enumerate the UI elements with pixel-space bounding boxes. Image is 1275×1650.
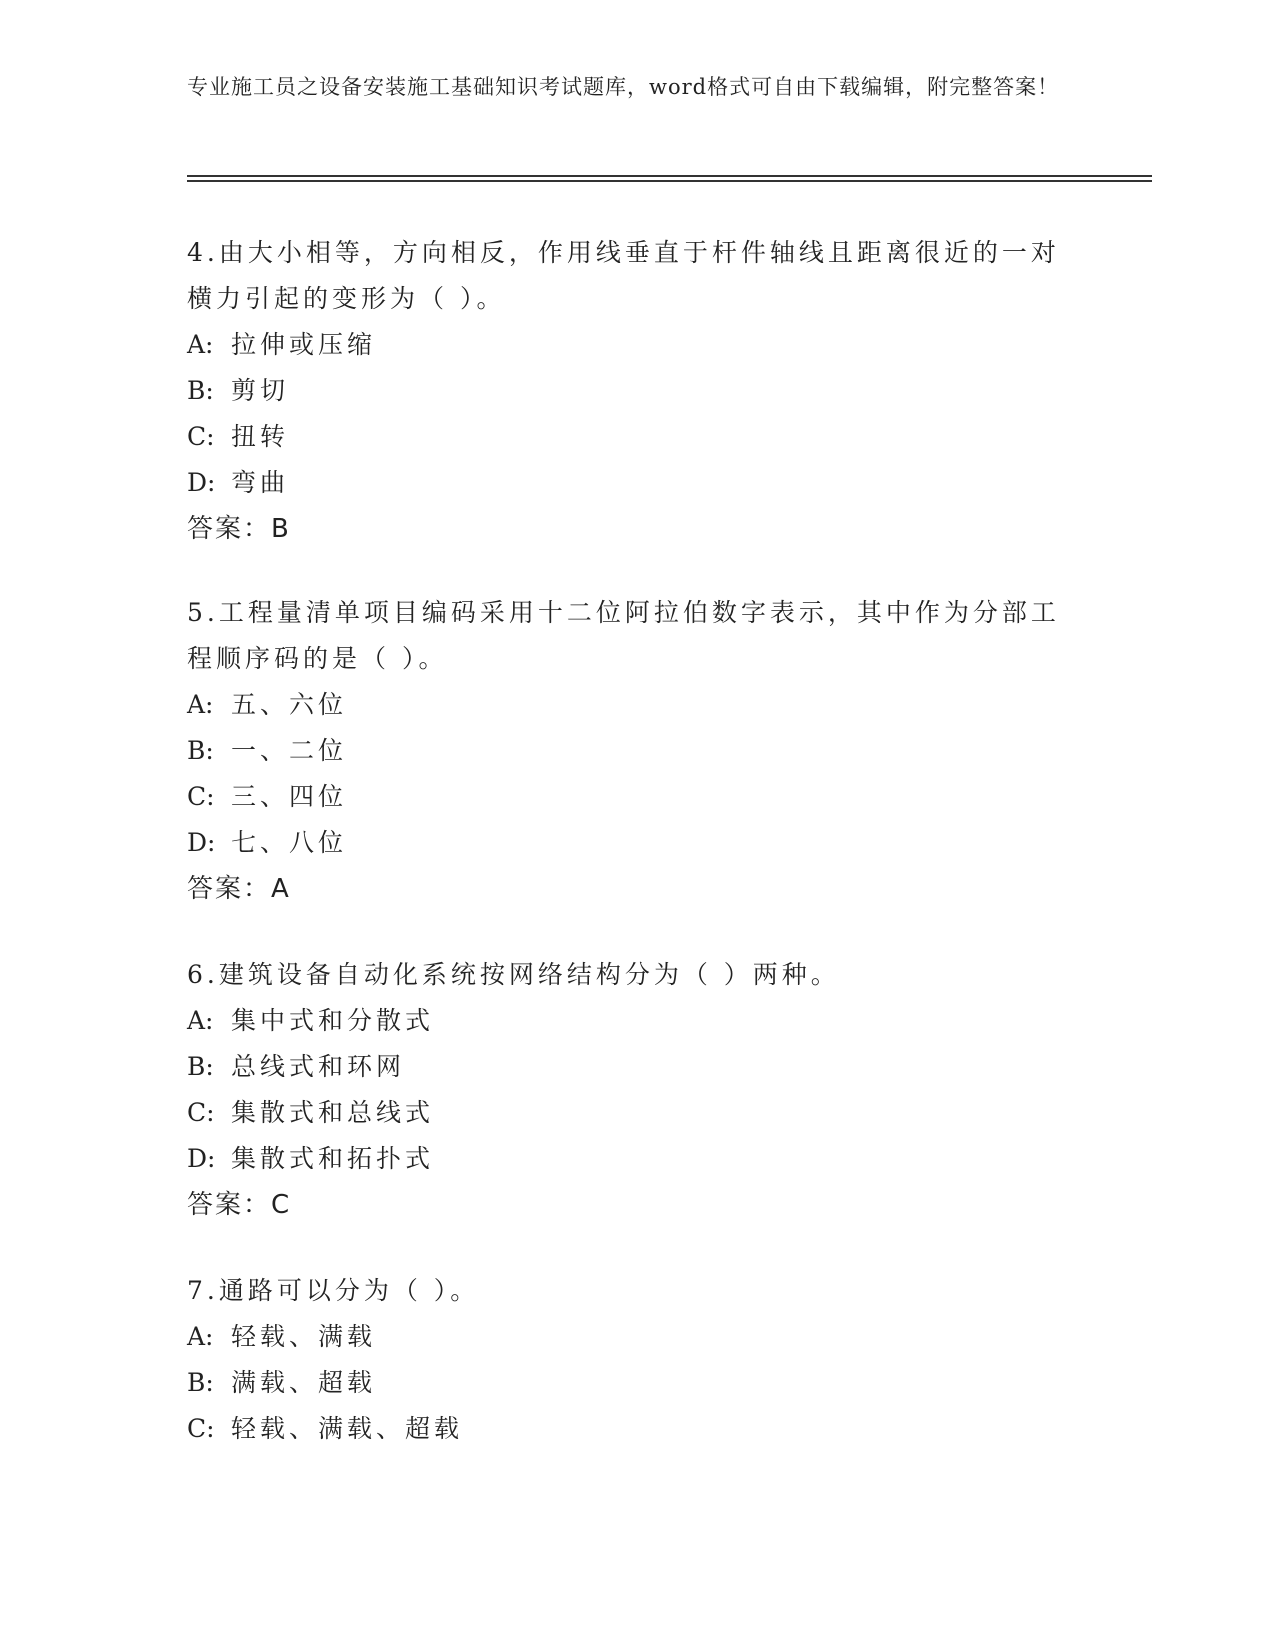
question-5 bbox=[187, 590, 1067, 912]
document-header: 专业施工员之设备安装施工基础知识考试题库，word格式可自由下载编辑，附完整答案！ bbox=[187, 75, 1060, 99]
option-letter: B: bbox=[187, 736, 214, 765]
question-stem: 4.由大小相等，方向相反，作用线垂直于杆件轴线且距离很近的一对横力引起的变形为（ ）。 bbox=[187, 238, 1060, 313]
option-letter: B: bbox=[187, 376, 214, 405]
option-d bbox=[187, 1136, 1067, 1182]
option-letter: B: bbox=[187, 1368, 214, 1397]
option-letter: A: bbox=[187, 330, 214, 359]
option-c bbox=[187, 1406, 1067, 1452]
option-d bbox=[187, 820, 1067, 866]
option-letter: A: bbox=[187, 690, 214, 719]
question-4 bbox=[187, 230, 1067, 552]
option-text: 七、八位 bbox=[231, 828, 348, 857]
option-text: 扭转 bbox=[231, 422, 290, 451]
question-7 bbox=[187, 1268, 1067, 1452]
question-stem: 6.建筑设备自动化系统按网络结构分为（ ）两种。 bbox=[187, 960, 840, 989]
option-text: 五、六位 bbox=[231, 690, 348, 719]
option-text: 总线式和环网 bbox=[231, 1052, 406, 1081]
question-stem: 7.通路可以分为（ ）。 bbox=[187, 1276, 480, 1305]
option-b bbox=[187, 728, 1067, 774]
question-stem: 5.工程量清单项目编码采用十二位阿拉伯数字表示，其中作为分部工程顺序码的是（ ）。 bbox=[187, 598, 1060, 673]
option-d bbox=[187, 460, 1067, 506]
option-text: 一、二位 bbox=[231, 736, 348, 765]
option-letter: C: bbox=[187, 422, 215, 451]
question-6 bbox=[187, 952, 1067, 1228]
answer: 答案：A bbox=[187, 874, 291, 904]
option-a bbox=[187, 682, 1067, 728]
option-text: 弯曲 bbox=[231, 468, 290, 497]
option-text: 拉伸或压缩 bbox=[231, 330, 377, 359]
option-letter: C: bbox=[187, 782, 215, 811]
option-c bbox=[187, 414, 1067, 460]
option-letter: C: bbox=[187, 1098, 215, 1127]
answer: 答案：B bbox=[187, 514, 291, 544]
option-letter: D: bbox=[187, 1144, 216, 1173]
option-text: 剪切 bbox=[231, 376, 290, 405]
option-letter: B: bbox=[187, 1052, 214, 1081]
option-letter: C: bbox=[187, 1414, 215, 1443]
option-b bbox=[187, 368, 1067, 414]
option-letter: D: bbox=[187, 468, 216, 497]
header-divider-top bbox=[187, 175, 1152, 177]
option-b bbox=[187, 1360, 1067, 1406]
option-a bbox=[187, 998, 1067, 1044]
option-c bbox=[187, 1090, 1067, 1136]
option-letter: A: bbox=[187, 1322, 214, 1351]
header-divider-bottom bbox=[187, 180, 1152, 182]
answer: 答案：C bbox=[187, 1190, 292, 1220]
option-letter: D: bbox=[187, 828, 216, 857]
option-text: 满载、超载 bbox=[231, 1368, 377, 1397]
option-text: 集散式和总线式 bbox=[231, 1098, 435, 1127]
option-b bbox=[187, 1044, 1067, 1090]
option-a bbox=[187, 322, 1067, 368]
option-letter: A: bbox=[187, 1006, 214, 1035]
option-text: 集散式和拓扑式 bbox=[231, 1144, 435, 1173]
option-a bbox=[187, 1314, 1067, 1360]
option-text: 轻载、满载 bbox=[231, 1322, 377, 1351]
option-text: 轻载、满载、超载 bbox=[231, 1414, 464, 1443]
option-text: 三、四位 bbox=[231, 782, 348, 811]
option-c bbox=[187, 774, 1067, 820]
option-text: 集中式和分散式 bbox=[231, 1006, 435, 1035]
